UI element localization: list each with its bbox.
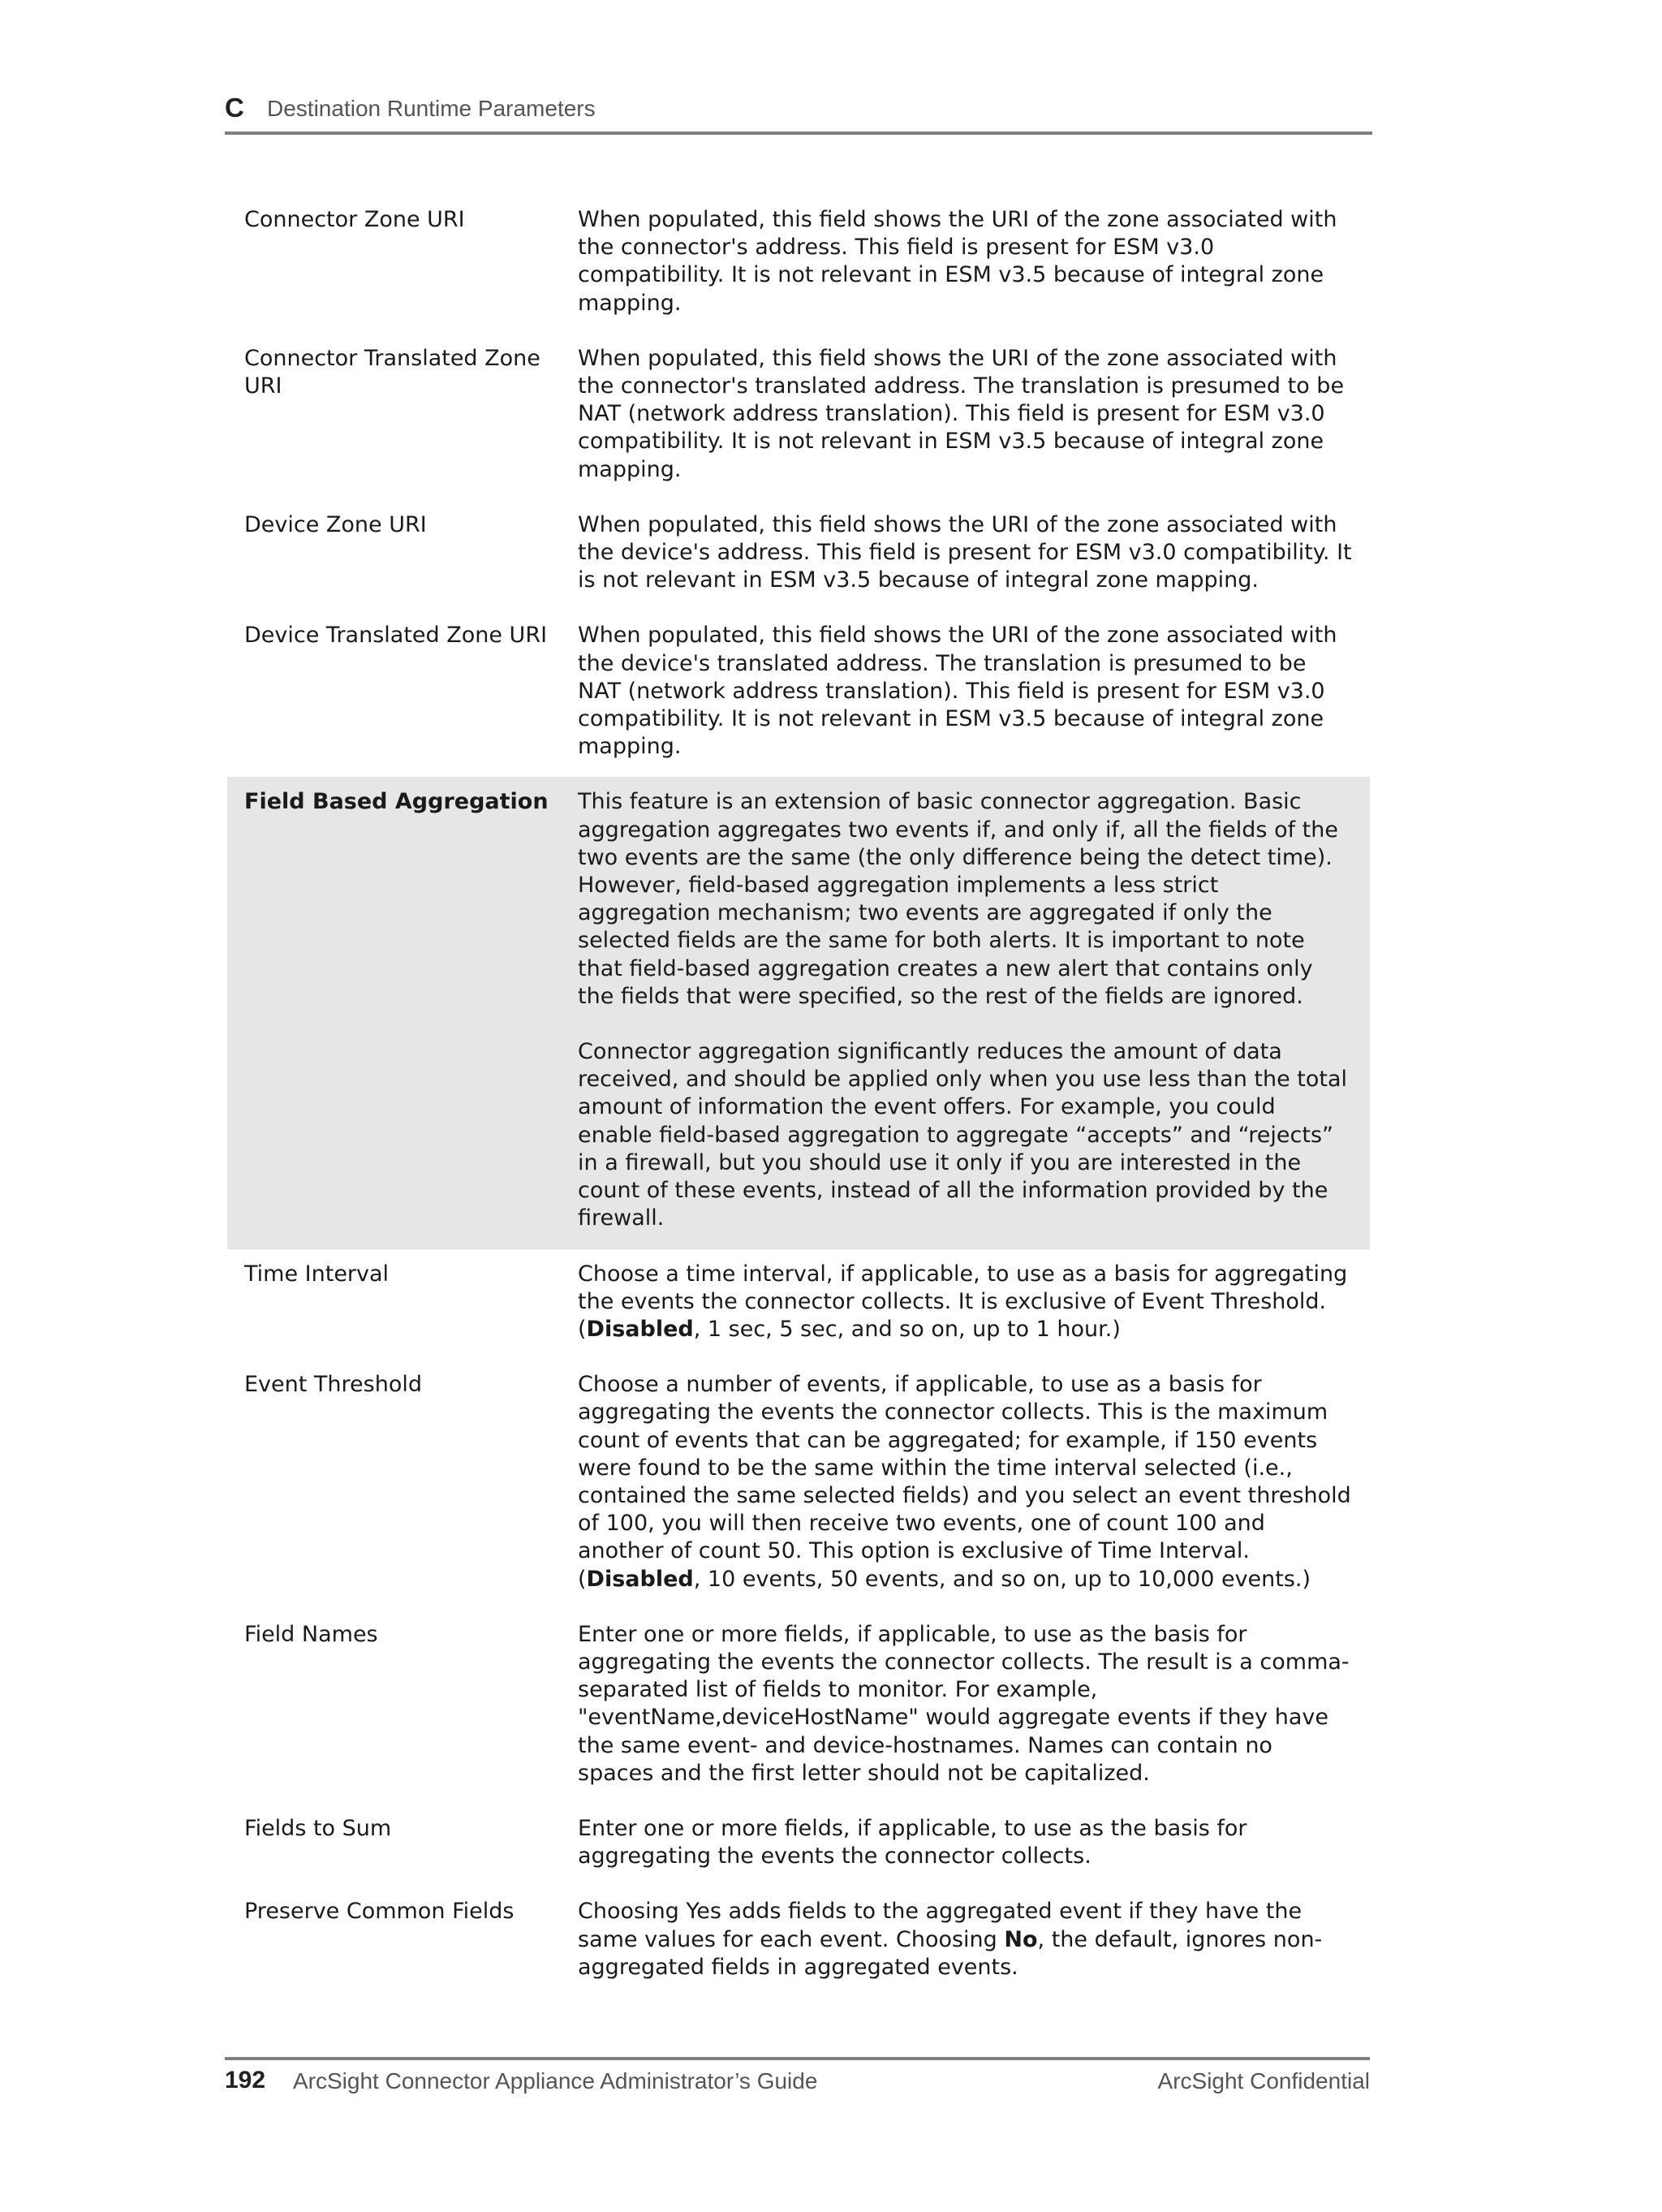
parameter-name: Device Translated Zone URI — [244, 623, 548, 649]
parameter-description — [578, 788, 1353, 1232]
parameter-table — [227, 195, 1370, 1998]
parameter-name: Field Based Aggregation — [244, 789, 549, 815]
parameter-description — [578, 1371, 1353, 1593]
description-paragraph: Enter one or more fields, if applicable, to use as the basis for aggregating the events the connector collects. The result is a comma-separated list of fields to monitor. For example, "eventName,deviceHostName" would aggregate events if they have the same event- and device-hostnames. Names can contain no spaces and the first letter should not be capitalized. — [578, 1621, 1350, 1786]
parameter-description — [578, 1621, 1353, 1787]
parameter-name: Time Interval — [244, 1261, 390, 1287]
parameter-row — [227, 1886, 1370, 1998]
running-header — [225, 88, 1372, 135]
parameter-name: Fields to Sum — [244, 1815, 392, 1841]
description-paragraph — [578, 1898, 1353, 1981]
default-value: Disabled — [586, 1316, 694, 1342]
parameter-description — [578, 511, 1353, 595]
parameter-description — [578, 1815, 1353, 1870]
description-text: , 1 sec, 5 sec, and so on, up to 1 hour.) — [693, 1316, 1121, 1342]
description-paragraph: This feature is an extension of basic connector aggregation. Basic aggregation aggregates two events if, and only if, all the fields of the two events are the same (the only difference being the detect time). However, field-based aggregation implements a less strict aggregation mechanism; two events are aggregated if only the selected fields are the same for both alerts. It is important to note that field-based aggregation creates a new alert that contains only the fields that were specified, so the rest of the fields are ignored. — [578, 789, 1338, 1009]
running-footer — [225, 2057, 1370, 2101]
confidentiality-notice: ArcSight Confidential — [1157, 2068, 1370, 2093]
chapter-title: Destination Runtime Parameters — [267, 96, 596, 121]
parameter-row — [227, 195, 1370, 334]
description-paragraph — [578, 1261, 1353, 1344]
description-paragraph: Enter one or more fields, if applicable, to use as the basis for aggregating the events the connector collects. — [578, 1815, 1247, 1869]
description-text: Choose a time interval, if applicable, to use as a basis for aggregating the events the connector collects. It is exclusive of Event Threshold. ( — [578, 1261, 1348, 1342]
parameter-name: Preserve Common Fields — [244, 1899, 515, 1925]
parameter-description — [578, 345, 1353, 484]
parameter-description — [578, 206, 1353, 317]
description-paragraph: When populated, this field shows the URI of the zone associated with the device's address. This field is present for ESM v3.0 compatibility. It is not relevant in ESM v3.5 because of integral zone mapping. — [578, 511, 1352, 593]
default-value: No — [1004, 1926, 1038, 1952]
description-text: Choose a number of events, if applicable, to use as a basis for aggregating the events the connector collects. This is the maximum count of events that can be aggregated; for example, if 150 events were found to be the same within the time interval selected (i.e., contained the same selected fields) and you select an event threshold of 100, you will then receive two events, one of count 100 and another of count 50. This option is exclusive of Time Interval. ( — [578, 1372, 1351, 1592]
parameter-description — [578, 1898, 1353, 1981]
description-text: , the default, ignores non-aggregated fields in aggregated events. — [578, 1926, 1323, 1980]
parameter-description — [578, 622, 1353, 761]
description-paragraph: When populated, this field shows the URI of the zone associated with the connector's translated address. The translation is presumed to be NAT (network address translation). This field is present for ESM v3.0 compatibility. It is not relevant in ESM v3.5 because of integral zone mapping. — [578, 345, 1345, 482]
parameter-name: Event Threshold — [244, 1372, 422, 1398]
parameter-name: Connector Zone URI — [244, 207, 465, 232]
appendix-letter: C — [225, 93, 244, 123]
parameter-row — [227, 1610, 1370, 1804]
parameter-row — [227, 1360, 1370, 1610]
parameter-name: Field Names — [244, 1621, 378, 1647]
description-paragraph: Connector aggregation significantly reduces the amount of data received, and should be applied only when you use less than the total amount of information the event offers. For example, you could enable field-based aggregation to aggregate “accepts” and “rejects” in a firewall, but you should use it only if you are interested in the count of these events, instead of all the information provided by the firewall. — [578, 1039, 1348, 1231]
parameter-row — [227, 1249, 1370, 1360]
parameter-row — [227, 500, 1370, 611]
description-text: , 10 events, 50 events, and so on, up to 10,000 events.) — [693, 1566, 1311, 1592]
description-text: Choosing Yes adds fields to the aggregated event if they have the same values for each event. Choosing — [578, 1899, 1302, 1952]
description-paragraph — [578, 1371, 1353, 1593]
default-value: Disabled — [586, 1566, 694, 1592]
guide-title: ArcSight Connector Appliance Administrator’s Guide — [293, 2068, 818, 2093]
page-number: 192 — [225, 2067, 266, 2093]
parameter-row — [227, 334, 1370, 500]
parameter-name: Connector Translated Zone URI — [244, 345, 540, 399]
parameter-description — [578, 1261, 1353, 1344]
parameter-row-highlighted — [227, 777, 1370, 1248]
parameter-name: Device Zone URI — [244, 511, 427, 537]
description-paragraph: When populated, this field shows the URI of the zone associated with the device's translated address. The translation is presumed to be NAT (network address translation). This field is present for ESM v3.0 compatibility. It is not relevant in ESM v3.5 because of integral zone mapping. — [578, 623, 1337, 760]
description-paragraph: When populated, this field shows the URI of the zone associated with the connector's address. This field is present for ESM v3.0 compatibility. It is not relevant in ESM v3.5 because of integral zone mapping. — [578, 207, 1337, 316]
parameter-row — [227, 1804, 1370, 1886]
parameter-row — [227, 610, 1370, 777]
